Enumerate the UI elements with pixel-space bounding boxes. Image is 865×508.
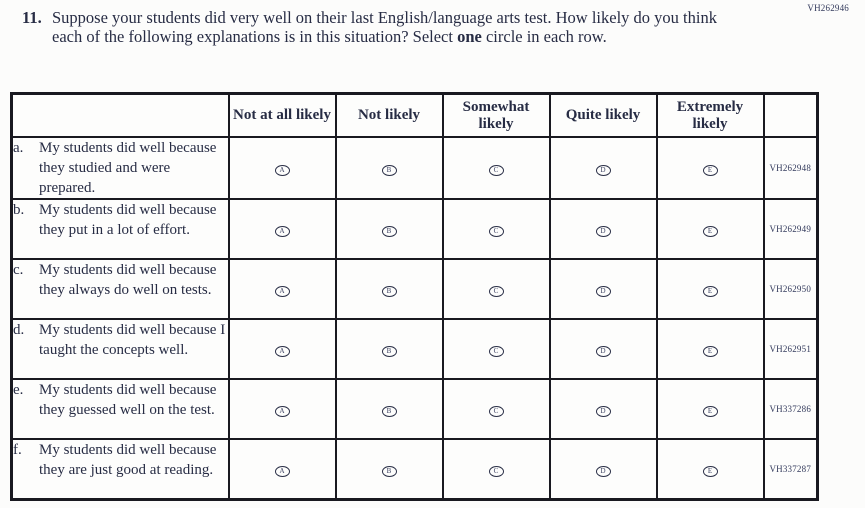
answer-bubble-c[interactable]: C: [489, 346, 504, 357]
statement-cell: [12, 439, 229, 500]
answer-bubble-a[interactable]: A: [275, 346, 290, 357]
table-row: [12, 379, 818, 439]
answer-bubble-d[interactable]: D: [596, 226, 611, 237]
option-cell-somewhat-likely[interactable]: [443, 199, 550, 259]
code-header-cell: [764, 94, 818, 138]
statement-cell: [12, 199, 229, 259]
row-code: VH262950: [764, 259, 818, 319]
option-cell-not-likely[interactable]: [336, 379, 443, 439]
option-cell-extremely-likely[interactable]: [657, 319, 764, 379]
row-letter: f.: [13, 442, 22, 458]
option-cell-somewhat-likely[interactable]: [443, 319, 550, 379]
option-cell-not-likely[interactable]: [336, 319, 443, 379]
answer-bubble-d[interactable]: D: [596, 466, 611, 477]
option-cell-quite-likely[interactable]: [550, 379, 657, 439]
table-row: [12, 319, 818, 379]
option-cell-somewhat-likely[interactable]: [443, 259, 550, 319]
statement-cell: [12, 137, 229, 199]
answer-bubble-d[interactable]: D: [596, 165, 611, 176]
answer-bubble-c[interactable]: C: [489, 286, 504, 297]
option-cell-extremely-likely[interactable]: [657, 439, 764, 500]
row-code: VH337286: [764, 379, 818, 439]
row-code: VH262949: [764, 199, 818, 259]
question-stem: [22, 8, 734, 46]
answer-bubble-a[interactable]: A: [275, 406, 290, 417]
answer-bubble-e[interactable]: E: [703, 346, 718, 357]
option-cell-quite-likely[interactable]: [550, 137, 657, 199]
answer-bubble-e[interactable]: E: [703, 466, 718, 477]
question-text: [52, 8, 734, 46]
row-code: VH262951: [764, 319, 818, 379]
option-cell-quite-likely[interactable]: [550, 439, 657, 500]
answer-bubble-b[interactable]: B: [382, 346, 397, 357]
statement-header-cell: [12, 94, 229, 138]
answer-bubble-a[interactable]: A: [275, 286, 290, 297]
column-header-not-at-all-likely: Not at all likely: [229, 94, 336, 138]
row-statement: My students did well because they are just good at reading.: [39, 442, 217, 478]
answer-bubble-e[interactable]: E: [703, 226, 718, 237]
row-statement: My students did well because they put in a lot of effort.: [39, 202, 217, 238]
answer-bubble-b[interactable]: B: [382, 286, 397, 297]
option-cell-quite-likely[interactable]: [550, 199, 657, 259]
answer-bubble-d[interactable]: D: [596, 406, 611, 417]
option-cell-not-at-all-likely[interactable]: [229, 137, 336, 199]
row-statement: My students did well because I taught the concepts well.: [39, 322, 226, 358]
option-cell-somewhat-likely[interactable]: [443, 379, 550, 439]
table-row: [12, 439, 818, 500]
option-cell-not-likely[interactable]: [336, 137, 443, 199]
matrix-body: [12, 137, 818, 500]
option-cell-quite-likely[interactable]: [550, 259, 657, 319]
answer-bubble-d[interactable]: D: [596, 346, 611, 357]
row-letter: b.: [13, 202, 25, 218]
option-cell-extremely-likely[interactable]: [657, 259, 764, 319]
statement-cell: [12, 319, 229, 379]
answer-bubble-b[interactable]: B: [382, 165, 397, 176]
row-statement: My students did well because they studied and were prepared.: [39, 140, 217, 196]
option-cell-extremely-likely[interactable]: [657, 199, 764, 259]
answer-bubble-a[interactable]: A: [275, 165, 290, 176]
option-cell-somewhat-likely[interactable]: [443, 137, 550, 199]
option-cell-not-at-all-likely[interactable]: [229, 439, 336, 500]
column-header-somewhat-likely: Somewhat likely: [443, 94, 550, 138]
option-cell-not-likely[interactable]: [336, 439, 443, 500]
option-cell-not-at-all-likely[interactable]: [229, 379, 336, 439]
answer-bubble-a[interactable]: A: [275, 466, 290, 477]
answer-bubble-e[interactable]: E: [703, 406, 718, 417]
option-cell-not-at-all-likely[interactable]: [229, 199, 336, 259]
row-letter: c.: [13, 262, 24, 278]
row-letter: d.: [13, 322, 25, 338]
table-row: [12, 137, 818, 199]
question-text-end: circle in each row.: [481, 27, 607, 46]
option-cell-not-at-all-likely[interactable]: [229, 319, 336, 379]
likelihood-matrix-table: [10, 92, 819, 501]
item-accession-code: VH262946: [807, 3, 849, 13]
option-cell-not-likely[interactable]: [336, 199, 443, 259]
option-cell-not-at-all-likely[interactable]: [229, 259, 336, 319]
table-row: [12, 259, 818, 319]
answer-bubble-c[interactable]: C: [489, 406, 504, 417]
statement-cell: [12, 259, 229, 319]
option-cell-extremely-likely[interactable]: [657, 137, 764, 199]
question-number: 11.: [22, 8, 42, 27]
answer-bubble-c[interactable]: C: [489, 165, 504, 176]
answer-bubble-b[interactable]: B: [382, 466, 397, 477]
row-letter: a.: [13, 140, 24, 156]
option-cell-quite-likely[interactable]: [550, 319, 657, 379]
answer-bubble-d[interactable]: D: [596, 286, 611, 297]
answer-bubble-e[interactable]: E: [703, 165, 718, 176]
row-code: VH262948: [764, 137, 818, 199]
question-text-bold: one: [457, 27, 482, 46]
column-header-not-likely: Not likely: [336, 94, 443, 138]
option-cell-not-likely[interactable]: [336, 259, 443, 319]
table-row: [12, 199, 818, 259]
option-cell-extremely-likely[interactable]: [657, 379, 764, 439]
answer-bubble-b[interactable]: B: [382, 226, 397, 237]
answer-bubble-c[interactable]: C: [489, 226, 504, 237]
answer-bubble-e[interactable]: E: [703, 286, 718, 297]
question-text-start: Suppose your students did very well on their last English/language arts test. How likely do you think each of the following explanations is in this situation? Select: [52, 8, 717, 46]
answer-bubble-b[interactable]: B: [382, 406, 397, 417]
row-code: VH337287: [764, 439, 818, 500]
option-cell-somewhat-likely[interactable]: [443, 439, 550, 500]
row-statement: My students did well because they always do well on tests.: [39, 262, 217, 298]
row-letter: e.: [13, 382, 24, 398]
row-statement: My students did well because they guessed well on the test.: [39, 382, 217, 418]
column-header-extremely-likely: Extremely likely: [657, 94, 764, 138]
statement-cell: [12, 379, 229, 439]
column-header-quite-likely: Quite likely: [550, 94, 657, 138]
answer-bubble-c[interactable]: C: [489, 466, 504, 477]
answer-bubble-a[interactable]: A: [275, 226, 290, 237]
header-row: [12, 94, 818, 138]
